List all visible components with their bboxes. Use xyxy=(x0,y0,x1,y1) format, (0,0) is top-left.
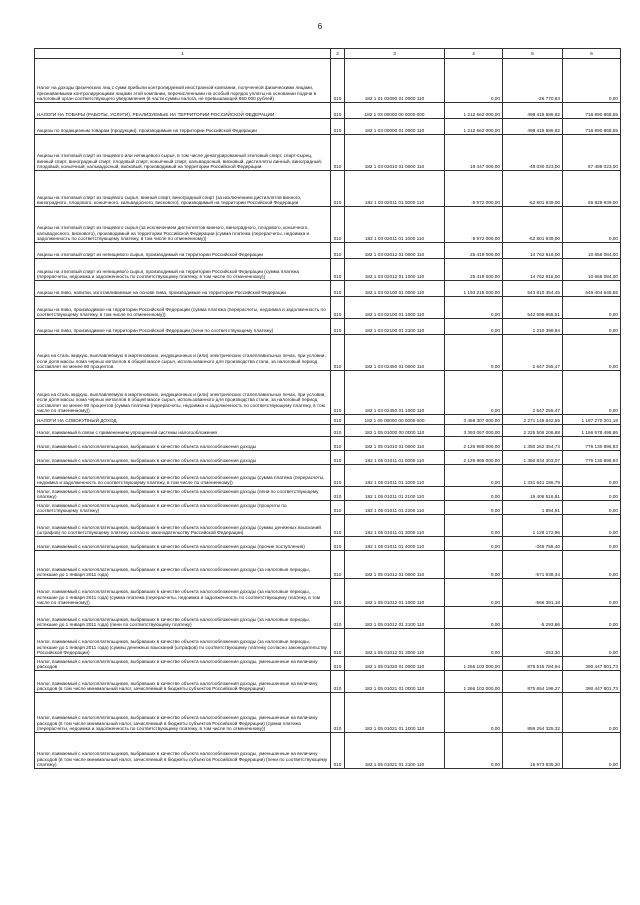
row-unexecuted-amount-cell: 0,00 xyxy=(563,515,621,537)
row-executed-amount-cell: -62 801 939,00 xyxy=(503,207,563,243)
row-executed-amount-cell: 875 654 198,27 xyxy=(503,671,563,693)
row-approved-amount-cell: 1 266 102 000,00 xyxy=(445,657,503,671)
row-approved-amount-cell: 0,00 xyxy=(445,629,503,657)
row-line-code-cell: 010 xyxy=(331,671,345,693)
row-executed-amount-cell: 1 331 641 186,79 xyxy=(503,465,563,487)
table-row xyxy=(35,437,621,451)
row-approved-amount-cell: 3 459 307 000,00 xyxy=(445,415,503,425)
row-unexecuted-amount-cell: 0,00 xyxy=(563,607,621,629)
row-name-cell: Акцизы на этиловый спирт из непищевого сырья, производимый на территории Российской Федерации (сумма платежа (перерасчеты, недоимка и задолженность по соответствующему платежу, в том числе по отмененному)) xyxy=(35,259,331,281)
row-line-code-cell: 010 xyxy=(331,607,345,629)
table-row xyxy=(35,171,621,207)
table-row xyxy=(35,415,621,425)
row-name-cell: Налог, взимаемый с налогоплательщиков, выбравших в качестве объекта налогообложения доходы xyxy=(35,451,331,465)
row-unexecuted-amount-cell: 0,00 xyxy=(563,579,621,607)
row-unexecuted-amount-cell: 390 447 801,73 xyxy=(563,671,621,693)
column-header: 5 xyxy=(503,49,563,59)
row-executed-amount-cell: -5 293,86 xyxy=(503,607,563,629)
row-executed-amount-cell: -345 758,40 xyxy=(503,537,563,551)
row-classification-code-cell: 182 1 05 01012 01 0000 110 xyxy=(345,551,445,579)
row-executed-amount-cell: 1 350 262 364,73 xyxy=(503,437,563,451)
row-classification-code-cell: 182 1 05 01012 01 2100 110 xyxy=(345,607,445,629)
table-row xyxy=(35,119,621,135)
row-executed-amount-cell: -566 391,18 xyxy=(503,579,563,607)
row-approved-amount-cell: 0,00 xyxy=(445,297,503,319)
row-executed-amount-cell: 14 762 916,00 xyxy=(503,243,563,259)
row-name-cell: Акциз на сталь жидкую, выплавляемую в мартеновских, индукционных и (или) электрических сталеплавильных печах, при условии, если доля массы лома черных металлов в общей массе сырья, использованного для производства стали, за налоговый период составляет не менее 80 процентов xyxy=(35,335,331,371)
row-approved-amount-cell: 0,00 xyxy=(445,319,503,335)
row-name-cell: Налог, взимаемый с налогоплательщиков, выбравших в качестве объекта налогообложения доходы (за налоговые периоды, истекшие до 1 января 2011 года) (пени по соответствующему платежу) xyxy=(35,607,331,629)
row-unexecuted-amount-cell: 716 890 868,55 xyxy=(563,103,621,119)
row-unexecuted-amount-cell: 0,00 xyxy=(563,501,621,515)
table-row xyxy=(35,693,621,733)
row-name-cell: Акцизы на этиловый спирт из пищевого сырья (за исключением дистиллятов винного, виноградного, плодового, коньячного, кальвадосного, вискового), производимый на территории Российской Федерации (сумма платежа (перерасчеты, недоимка и задолженность по соответствующему платежу, в том числе по отмененному)) xyxy=(35,207,331,243)
table-row xyxy=(35,515,621,537)
row-executed-amount-cell: 875 515 784,94 xyxy=(503,657,563,671)
row-approved-amount-cell: 1 212 662 000,00 xyxy=(445,119,503,135)
row-executed-amount-cell: 14 762 916,00 xyxy=(503,259,563,281)
table-row xyxy=(35,629,621,657)
table-row xyxy=(35,281,621,297)
column-header: 6 xyxy=(563,49,621,59)
row-executed-amount-cell: 859 254 325,32 xyxy=(503,693,563,733)
table-row xyxy=(35,425,621,437)
table-row xyxy=(35,59,621,103)
row-approved-amount-cell: 0,00 xyxy=(445,501,503,515)
row-classification-code-cell: 182 1 05 01011 01 4000 110 xyxy=(345,537,445,551)
row-name-cell: Акцизы на этиловый спирт из непищевого сырья, производимый на территории Российской Федерации xyxy=(35,243,331,259)
row-approved-amount-cell: 0,00 xyxy=(445,579,503,607)
row-approved-amount-cell: 25 419 000,00 xyxy=(445,259,503,281)
row-line-code-cell: 010 xyxy=(331,693,345,733)
column-header: 3 xyxy=(345,49,445,59)
row-name-cell: Налог, взимаемый с налогоплательщиков, выбравших в качестве объекта налогообложения доходы, уменьшенные на величину расходов (в том числе минимальный налог, зачисляемый в бюджеты субъектов Российской Федерации) (пени по соответствующему платежу) xyxy=(35,733,331,769)
row-name-cell: Налог, взимаемый с налогоплательщиков, выбравших в качестве объекта налогообложения доходы (за налоговые периоды, истекшие до 1 января 2011 года) (сумма платежа (перерасчеты, недоимка и задолженность по соответствующему платежу, в том числе по отмененному)) xyxy=(35,579,331,607)
row-approved-amount-cell: 2 126 965 000,00 xyxy=(445,451,503,465)
row-name-cell: Акцизы на этиловый спирт из пищевого или непищевого сырья, в том числе денатурированный этиловый спирт, спирт-сырец, винный спирт, виноградный спирт, плодовый спирт, коньячный спирт, кальвадосный, висковый, дистилляты винный, виноградный, плодовый, коньячный, кальвадосный, висковый, производимый на территории Российской Федерации xyxy=(35,135,331,171)
row-unexecuted-amount-cell: 0,00 xyxy=(563,319,621,335)
row-classification-code-cell: 182 1 05 01011 01 1000 110 xyxy=(345,465,445,487)
row-name-cell: Налог, взимаемый с налогоплательщиков, выбравших в качестве объекта налогообложения доходы, уменьшенные на величину расходов (в том числе минимальный налог, зачисляемый в бюджеты субъектов Российской Федерации) xyxy=(35,671,331,693)
row-approved-amount-cell: 0,00 xyxy=(445,487,503,501)
row-unexecuted-amount-cell: 0,00 xyxy=(563,297,621,319)
row-classification-code-cell: 182 1 05 01011 01 3000 110 xyxy=(345,515,445,537)
row-approved-amount-cell: 0,00 xyxy=(445,607,503,629)
table-row xyxy=(35,465,621,487)
row-unexecuted-amount-cell: 390 447 801,73 xyxy=(563,657,621,671)
row-approved-amount-cell: 0,00 xyxy=(445,733,503,769)
row-unexecuted-amount-cell: 0,00 xyxy=(563,693,621,733)
row-unexecuted-amount-cell: 0,00 xyxy=(563,335,621,371)
row-unexecuted-amount-cell: 776 130 896,93 xyxy=(563,451,621,465)
column-header: 4 xyxy=(445,49,503,59)
row-name-cell: Акцизы по подакцизным товарам (продукции), производимым на территории Российской Федерации xyxy=(35,119,331,135)
row-approved-amount-cell: 1 266 102 000,00 xyxy=(445,671,503,693)
row-unexecuted-amount-cell: 0,00 xyxy=(563,537,621,551)
row-line-code-cell: 010 xyxy=(331,537,345,551)
row-classification-code-cell: 182 1 05 01011 01 2100 110 xyxy=(345,487,445,501)
row-line-code-cell: 010 xyxy=(331,243,345,259)
row-classification-code-cell: 182 1 05 01020 01 0000 110 xyxy=(345,657,445,671)
row-name-cell: Налог, взимаемый с налогоплательщиков, выбравших в качестве объекта налогообложения доходы (сумма платежа (перерасчеты, недоимка и задолженность по соответствующему платежу, в том числе по отмененному)) xyxy=(35,465,331,487)
table-row xyxy=(35,297,621,319)
row-executed-amount-cell: 2 271 149 842,55 xyxy=(503,415,563,425)
row-classification-code-cell: 182 1 03 02100 01 0000 110 xyxy=(345,281,445,297)
row-line-code-cell: 010 xyxy=(331,371,345,415)
row-executed-amount-cell: 1 210 398,94 xyxy=(503,319,563,335)
row-line-code-cell: 010 xyxy=(331,119,345,135)
row-executed-amount-cell: 498 418 586,92 xyxy=(503,119,563,135)
row-classification-code-cell: 182 1 05 01010 01 0000 110 xyxy=(345,437,445,451)
row-line-code-cell: 010 xyxy=(331,135,345,171)
row-executed-amount-cell: 2 647 255,47 xyxy=(503,371,563,415)
row-executed-amount-cell: 498 418 586,92 xyxy=(503,103,563,119)
row-approved-amount-cell: 19 447 000,00 xyxy=(445,135,503,171)
table-row xyxy=(35,243,621,259)
row-line-code-cell: 010 xyxy=(331,629,345,657)
row-executed-amount-cell: 543 810 354,45 xyxy=(503,281,563,297)
row-line-code-cell: 010 xyxy=(331,207,345,243)
row-name-cell: Акцизы на этиловый спирт из пищевого сырья, винный спирт, виноградный спирт (за исключением дистиллятов винного, виноградного, плодового, коньячного, кальвадосного, вискового), производимый на территории Российской Федерации xyxy=(35,171,331,207)
table-row xyxy=(35,537,621,551)
row-name-cell: Налог, взимаемый с налогоплательщиков, выбравших в качестве объекта налогообложения доходы (прочие поступления) xyxy=(35,537,331,551)
table-row xyxy=(35,259,621,281)
table-row xyxy=(35,207,621,243)
row-classification-code-cell: 182 1 03 02450 01 0000 110 xyxy=(345,335,445,371)
row-name-cell: Налог, взимаемый с налогоплательщиков, выбравших в качестве объекта налогообложения доходы, уменьшенные на величину расходов (в том числе минимальный налог, зачисляемый в бюджеты субъектов Российской Федерации) (сумма платежа (перерасчеты, недоимка и задолженность по соответствующему платежу, в том числе по отмененному)) xyxy=(35,693,331,733)
row-line-code-cell: 010 xyxy=(331,171,345,207)
column-header: 1 xyxy=(35,49,331,59)
page-number: 6 xyxy=(317,22,323,31)
row-unexecuted-amount-cell: 0,00 xyxy=(563,465,621,487)
row-classification-code-cell: 182 1 05 01012 01 3000 110 xyxy=(345,629,445,657)
row-line-code-cell: 010 xyxy=(331,281,345,297)
row-approved-amount-cell: -5 972 000,00 xyxy=(445,171,503,207)
row-classification-code-cell: 182 1 03 02012 01 0000 110 xyxy=(345,243,445,259)
row-classification-code-cell: 182 1 03 02100 01 2100 110 xyxy=(345,319,445,335)
row-line-code-cell: 010 xyxy=(331,297,345,319)
row-name-cell: Налог, взимаемый с налогоплательщиков, выбравших в качестве объекта налогообложения доходы (суммы денежных взысканий (штрафов) по соответствующему платежу согласно законодательству Российской Федерации) xyxy=(35,515,331,537)
row-line-code-cell: 010 xyxy=(331,579,345,607)
row-approved-amount-cell: 1 212 662 000,00 xyxy=(445,103,503,119)
row-unexecuted-amount-cell: 716 890 868,55 xyxy=(563,119,621,135)
row-approved-amount-cell: 3 393 067 000,00 xyxy=(445,425,503,437)
row-approved-amount-cell: 0,00 xyxy=(445,59,503,103)
row-line-code-cell: 010 xyxy=(331,259,345,281)
row-unexecuted-amount-cell: 0,00 xyxy=(563,487,621,501)
row-executed-amount-cell: -26 770,63 xyxy=(503,59,563,103)
table-row xyxy=(35,501,621,515)
row-unexecuted-amount-cell: 0,00 xyxy=(563,733,621,769)
row-unexecuted-amount-cell: 0,00 xyxy=(563,629,621,657)
row-line-code-cell: 010 xyxy=(331,515,345,537)
table-row xyxy=(35,607,621,629)
row-classification-code-cell: 182 1 05 01000 00 0000 110 xyxy=(345,425,445,437)
row-name-cell: Налог, взимаемый с налогоплательщиков, выбравших в качестве объекта налогообложения доходы xyxy=(35,437,331,451)
row-unexecuted-amount-cell: 10 656 084,00 xyxy=(563,243,621,259)
row-unexecuted-amount-cell: 56 829 939,00 xyxy=(563,171,621,207)
row-name-cell: Налог, взимаемый с налогоплательщиков, выбравших в качестве объекта налогообложения доходы (проценты по соответствующему платежу) xyxy=(35,501,331,515)
row-executed-amount-cell: 2 647 255,47 xyxy=(503,335,563,371)
row-line-code-cell: 010 xyxy=(331,487,345,501)
row-classification-code-cell: 182 1 03 00000 00 0000 000 xyxy=(345,103,445,119)
table-row xyxy=(35,579,621,607)
row-line-code-cell: 010 xyxy=(331,425,345,437)
row-line-code-cell: 010 xyxy=(331,501,345,515)
table-row xyxy=(35,733,621,769)
row-name-cell: Налог, взимаемый с налогоплательщиков, выбравших в качестве объекта налогообложения доходы (за налоговые периоды, истекшие до 1 января 2011 года) xyxy=(35,551,331,579)
row-classification-code-cell: 182 1 05 00000 00 0000 000 xyxy=(345,415,445,425)
table-row xyxy=(35,451,621,465)
row-name-cell: Налог, взимаемый в связи с применением упрощенной системы налогообложения xyxy=(35,425,331,437)
row-unexecuted-amount-cell: 1 166 578 498,86 xyxy=(563,425,621,437)
row-name-cell: Акцизы на пиво, напитки, изготавливаемые на основе пива, производимые на территории Российской Федерации xyxy=(35,281,331,297)
row-line-code-cell: 010 xyxy=(331,103,345,119)
table-row xyxy=(35,657,621,671)
row-executed-amount-cell: -571 938,34 xyxy=(503,551,563,579)
column-header: 2 xyxy=(331,49,345,59)
row-classification-code-cell: 182 1 01 02090 01 0000 110 xyxy=(345,59,445,103)
row-classification-code-cell: 182 1 03 02011 01 0000 110 xyxy=(345,171,445,207)
row-approved-amount-cell: 0,00 xyxy=(445,465,503,487)
row-executed-amount-cell: 1 128 172,96 xyxy=(503,515,563,537)
row-approved-amount-cell: 2 126 965 000,00 xyxy=(445,437,503,451)
row-classification-code-cell: 182 1 05 01011 01 0000 110 xyxy=(345,451,445,465)
row-executed-amount-cell: 2 225 506 206,88 xyxy=(503,425,563,437)
table-row xyxy=(35,487,621,501)
row-executed-amount-cell: 1 350 834 303,07 xyxy=(503,451,563,465)
row-approved-amount-cell: 0,00 xyxy=(445,515,503,537)
row-classification-code-cell: 182 1 05 01021 01 0000 110 xyxy=(345,671,445,693)
row-approved-amount-cell: -5 972 000,00 xyxy=(445,207,503,243)
row-classification-code-cell: 182 1 05 01012 01 1000 110 xyxy=(345,579,445,607)
row-approved-amount-cell: 0,00 xyxy=(445,371,503,415)
row-unexecuted-amount-cell: 0,00 xyxy=(563,551,621,579)
table-row xyxy=(35,319,621,335)
row-classification-code-cell: 182 1 03 02011 01 1000 110 xyxy=(345,207,445,243)
row-name-cell: Акцизы на пиво, производимое на территории Российской Федерации (сумма платежа (перерасчеты, недоимка и задолженность по соответствующему платежу, в том числе по отмененному)) xyxy=(35,297,331,319)
row-name-cell: Акциз на сталь жидкую, выплавляемую в мартеновских, индукционных и (или) электрических сталеплавильных печах, при условии, если доля массы лома черных металлов в общей массе сырья, использованного для производства стали, за налоговый период составляет не менее 80 процентов (сумма платежа (перерасчеты, недоимка и задолженность по соответствующему платежу, в том числе по отмененному)) xyxy=(35,371,331,415)
row-classification-code-cell: 182 1 03 02012 01 1000 110 xyxy=(345,259,445,281)
row-approved-amount-cell: 25 419 000,00 xyxy=(445,243,503,259)
row-name-cell: Налог на доходы физических лиц с сумм прибыли контролируемой иностранной компании, полученной физическими лицами, признаваемыми контролирующими лицами этой компании, перечисленными на особый порядок уплаты на основании подачи в налоговый орган соответствующего уведомления (в части суммы налога, не превышающей 650 000 рублей) xyxy=(35,59,331,103)
row-line-code-cell: 010 xyxy=(331,437,345,451)
row-classification-code-cell: 182 1 03 02450 01 1000 110 xyxy=(345,371,445,415)
table-row xyxy=(35,551,621,579)
table-row xyxy=(35,371,621,415)
row-executed-amount-cell: -253,30 xyxy=(503,629,563,657)
row-unexecuted-amount-cell: 10 656 084,00 xyxy=(563,259,621,281)
budget-report-table xyxy=(34,48,621,769)
row-line-code-cell: 010 xyxy=(331,657,345,671)
row-line-code-cell: 010 xyxy=(331,465,345,487)
row-line-code-cell: 010 xyxy=(331,59,345,103)
row-executed-amount-cell: 1 894,91 xyxy=(503,501,563,515)
row-approved-amount-cell: 0,00 xyxy=(445,551,503,579)
row-name-cell: Налог, взимаемый с налогоплательщиков, выбравших в качестве объекта налогообложения доходы (за налоговые периоды, истекшие до 1 января 2011 года) (суммы денежных взысканий (штрафов) по соответствующему платежу согласно законодательству Российской Федерации) xyxy=(35,629,331,657)
row-classification-code-cell: 182 1 05 01021 01 1000 110 xyxy=(345,693,445,733)
row-name-cell: Налог, взимаемый с налогоплательщиков, выбравших в качестве объекта налогообложения доходы (пени по соответствующему платежу) xyxy=(35,487,331,501)
row-line-code-cell: 010 xyxy=(331,551,345,579)
row-executed-amount-cell: -48 030 023,00 xyxy=(503,135,563,171)
row-approved-amount-cell: 0,00 xyxy=(445,335,503,371)
row-approved-amount-cell: 1 193 215 000,00 xyxy=(445,281,503,297)
row-unexecuted-amount-cell: 67 488 023,00 xyxy=(563,135,621,171)
table-header-row xyxy=(35,49,621,59)
row-unexecuted-amount-cell: 0,00 xyxy=(563,59,621,103)
row-approved-amount-cell: 0,00 xyxy=(445,537,503,551)
row-unexecuted-amount-cell: 1 187 270 201,18 xyxy=(563,415,621,425)
row-executed-amount-cell: 19 406 516,81 xyxy=(503,487,563,501)
row-line-code-cell: 010 xyxy=(331,451,345,465)
row-approved-amount-cell: 0,00 xyxy=(445,693,503,733)
row-line-code-cell: 010 xyxy=(331,415,345,425)
row-line-code-cell: 010 xyxy=(331,733,345,769)
row-classification-code-cell: 182 1 03 00000 01 0000 110 xyxy=(345,119,445,135)
table-row xyxy=(35,135,621,171)
row-classification-code-cell: 182 1 05 01011 01 2200 110 xyxy=(345,501,445,515)
row-classification-code-cell: 182 1 05 01021 01 2100 110 xyxy=(345,733,445,769)
row-classification-code-cell: 182 1 03 02100 01 1000 110 xyxy=(345,297,445,319)
row-name-cell: Налог, взимаемый с налогоплательщиков, выбравших в качестве объекта налогообложения доходы, уменьшенные на величину расходов xyxy=(35,657,331,671)
table-row xyxy=(35,335,621,371)
row-line-code-cell: 010 xyxy=(331,319,345,335)
row-executed-amount-cell: -62 801 939,00 xyxy=(503,171,563,207)
row-unexecuted-amount-cell: 649 404 645,55 xyxy=(563,281,621,297)
row-executed-amount-cell: 542 599 955,51 xyxy=(503,297,563,319)
row-name-cell: Акцизы на пиво, производимое на территории Российской Федерации (пени по соответствующему платежу) xyxy=(35,319,331,335)
row-unexecuted-amount-cell: 776 130 896,93 xyxy=(563,437,621,451)
row-classification-code-cell: 182 1 03 02010 01 0000 110 xyxy=(345,135,445,171)
row-name-cell: НАЛОГИ НА ТОВАРЫ (РАБОТЫ, УСЛУГИ), РЕАЛИЗУЕМЫЕ НА ТЕРРИТОРИИ РОССИЙСКОЙ ФЕДЕРАЦИИ xyxy=(35,103,331,119)
table-row xyxy=(35,671,621,693)
row-name-cell: НАЛОГИ НА СОВОКУПНЫЙ ДОХОД xyxy=(35,415,331,425)
row-line-code-cell: 010 xyxy=(331,335,345,371)
table-row xyxy=(35,103,621,119)
row-unexecuted-amount-cell: 0,00 xyxy=(563,207,621,243)
row-executed-amount-cell: 15 973 835,20 xyxy=(503,733,563,769)
row-unexecuted-amount-cell: 0,00 xyxy=(563,371,621,415)
